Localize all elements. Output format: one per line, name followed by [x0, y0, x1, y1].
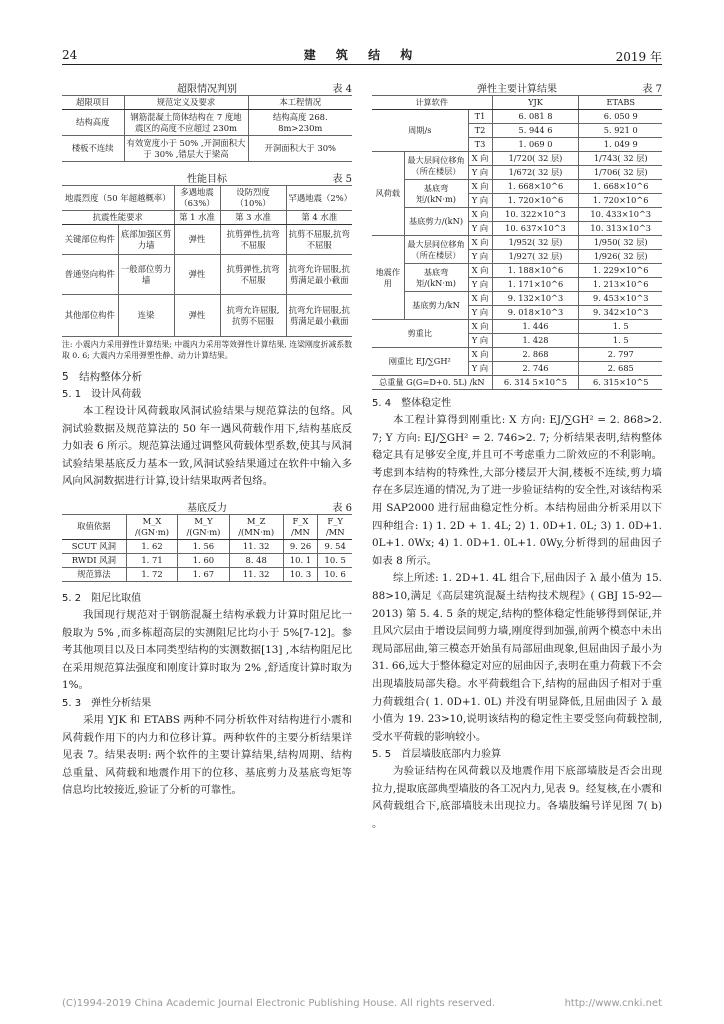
section-5-1-paragraph: 本工程设计风荷载取风洞试验结果与规范算法的包络。风洞试验数据及规范算法的 50 年一遇风荷载作用下,结构基底反力如表 6 所示。规范算法通过调整风荷载体型系数,使其与风洞试验结果基底反力基本一致,风洞试验结果通过在软件中输入多风向风洞数据进行计算,设计结果取两者包络。 — [62, 405, 352, 488]
t7-cell: 1. 5 — [579, 334, 662, 348]
section-5-4-paragraph-2: 综上所述: 1. 2D+1. 4L 组合下,屈曲因子 λ 最小值为 15. 88>10,满足《高层建筑混凝土结构技术规程》( GBJ 15-92—2013) 第 5. 4. 5 条的规定,结构的整体稳定性能够得到保证,并且风穴层由于增设层间剪力墙,刚度得到加强,前两个模态中未出现局部屈曲,第三模态开始虽有局部屈曲现象,但屈曲因子最小为 31. 66,远大于整体稳定对应的屈曲因子,表明在重力荷载下不会出现墙肢局部失稳。水平荷载组合下,结构的屈曲因子相对于重力荷载组合( 1. 0D+1. 0L) 并没有明显降低,且屈曲因子 λ 最小值为 19. 23>10,说明该结构的稳定性主要受竖向荷载控制,受水平荷载的影响较小。 — [372, 572, 662, 743]
t7-cell: 1. 720×10^6 — [492, 194, 579, 208]
t7-dir: X 向 — [468, 236, 492, 250]
t7-cell: 1. 188×10^6 — [492, 264, 579, 278]
t7-dir: X 向 — [468, 348, 492, 362]
t7-period-symbol: T2 — [468, 124, 492, 138]
t6-cell: 规范算法 — [62, 567, 126, 581]
t5-header-cell: 第 3 水准 — [220, 211, 286, 225]
t5-cell: 弹性 — [174, 225, 220, 255]
t7-dir: Y 向 — [468, 278, 492, 292]
t7-cell: 1. 720×10^6 — [579, 194, 662, 208]
t6-cell: 10. 6 — [318, 567, 352, 581]
t7-cell: 1/720( 32 层) — [492, 152, 579, 166]
t7-cell: 9. 453×10^3 — [579, 292, 662, 306]
t7-cell: 1/743( 32 层) — [579, 152, 662, 166]
t7-dir: Y 向 — [468, 250, 492, 264]
t7-period-symbol: T1 — [468, 110, 492, 124]
right-column — [372, 80, 662, 834]
t7-cell: 1/927( 32 层) — [492, 250, 579, 264]
t6-header-unit: /(GN·m) — [186, 526, 221, 537]
t7-drift-label: 最大层间位移角（所在楼层） — [404, 236, 468, 264]
t7-cell: 1/926( 32 层) — [579, 250, 662, 264]
t6-header-line: M_X — [142, 515, 162, 526]
section-5-2-paragraph: 我国现行规范对于钢筋混凝土结构承载力计算时阻尼比一般取为 5% ,而多栋超高层的实测阻尼比均小于 5%[7-12]。参考其他项目以及日本同类型结构的实测数据[13] ,本结构阻尼比在采用规范算法强度和刚度计算时取为 2% ,舒适度计算时取为 1%。 — [62, 608, 352, 692]
t5-cell: 关键部位构件 — [62, 225, 118, 255]
t7-cell: 5. 921 0 — [579, 124, 662, 138]
t7-cell: 1. 171×10^6 — [492, 278, 579, 292]
t7-shear-ratio-label: 剪重比 — [372, 320, 468, 348]
t5-cell: 抗剪不屈服,抗弯不屈服 — [286, 225, 352, 255]
t7-cell: 6. 050 9 — [579, 110, 662, 124]
t7-header-cell: 计算软件 — [372, 96, 492, 110]
t6-cell: 10. 5 — [318, 553, 352, 567]
t7-dir: X 向 — [468, 180, 492, 194]
t7-wind-label: 风荷载 — [372, 152, 404, 236]
t6-header-unit: /MN — [291, 526, 310, 537]
t7-period-symbol: T3 — [468, 138, 492, 152]
t5-header-cell: 第 4 水准 — [286, 211, 352, 225]
t7-weight-label: 总重量 G(G=D+0. 5L) /kN — [372, 376, 492, 390]
issue-year: 2019 年 — [615, 50, 662, 64]
t4-header-cell: 超限项目 — [62, 96, 124, 110]
t5-cell: 弹性 — [174, 255, 220, 295]
t7-cell: 1. 428 — [492, 334, 579, 348]
t7-cell: 1/706( 32 层) — [579, 166, 662, 180]
t6-cell: 1. 67 — [178, 567, 229, 581]
t7-period-label: 周期/s — [372, 110, 468, 152]
t5-cell: 抗剪弹性,抗弯不屈服 — [220, 225, 286, 255]
t7-cell: 2. 746 — [492, 362, 579, 376]
page-number: 24 — [62, 48, 78, 62]
t5-cell: 弹性 — [174, 295, 220, 337]
t7-cell: 10. 322×10^3 — [492, 208, 579, 222]
t6-cell: 1. 71 — [126, 553, 177, 567]
t7-dir: Y 向 — [468, 222, 492, 236]
t7-cell: 9. 018×10^3 — [492, 306, 579, 320]
t4-header-cell: 本工程情况 — [248, 96, 352, 110]
t7-cell: 2. 797 — [579, 348, 662, 362]
t6-header-cell — [283, 514, 318, 539]
t7-cell: 10. 637×10^3 — [492, 222, 579, 236]
section-5-4-paragraph-1: 本工程计算得到刚重比: X 方向: EJ/∑GH² = 2. 868>2. 7; Y 方向: EJ/∑GH² = 2. 746>2. 7; 分析结果表明,结构整体稳定具有足够安全度,并且可不考虑重力二阶效应的不利影响。考虑到本结构的特殊性,大部分楼层开大洞,楼板不连续,剪力墙存在多层连通的情况,为了进一步验证结构的安全性,对该结构采用 SAP2000 进行屈曲稳定性分析。本结构屈曲分析采用以下四种组合: 1) 1. 2D + 1. 4L; 2) 1. 0D+1. 0L; 3) 1. 0D+1. 0L+1. 0Wx; 4) 1. 0D+1. 0L+1. 0Wy,分析得到的屈曲因子如表 8 所示。 — [372, 414, 662, 567]
t5-cell: 抗剪弹性,抗弯不屈服 — [220, 255, 286, 295]
t7-cell: 5. 944 6 — [492, 124, 579, 138]
t7-cell: 6. 315×10^5 — [579, 376, 662, 390]
t6-header-unit: /(MN·m) — [238, 526, 275, 537]
section-5-4-title: 5. 4 整体稳定性 — [372, 398, 452, 409]
t6-header-cell — [229, 514, 283, 539]
t7-stiffness-label: 刚重比 EJ/∑GH² — [372, 348, 468, 376]
t7-dir: Y 向 — [468, 306, 492, 320]
t7-cell: 1. 229×10^6 — [579, 264, 662, 278]
t5-cell: 抗弯允许屈服,抗剪满足最小截面 — [286, 255, 352, 295]
t7-dir: X 向 — [468, 208, 492, 222]
t7-moment-label: 基底弯矩/(kN·m) — [404, 264, 468, 292]
t5-cell: 底部加强区剪力墙 — [118, 225, 174, 255]
t7-cell: 1. 668×10^6 — [492, 180, 579, 194]
section-5-1-title: 5. 1 设计风荷载 — [62, 389, 142, 400]
t6-header-unit: /MN — [325, 526, 345, 537]
table4 — [62, 95, 352, 162]
table5-number: 表 5 — [332, 174, 352, 185]
t7-cell: 1/952( 32 层) — [492, 236, 579, 250]
t7-cell: 2. 868 — [492, 348, 579, 362]
t5-cell: 连梁 — [118, 295, 174, 337]
t5-cell: 抗弯允许屈服,抗剪不屈服 — [220, 295, 286, 337]
t7-dir: X 向 — [468, 264, 492, 278]
t7-header-cell: ETABS — [579, 96, 662, 110]
t5-header-cell: 罕遇地震（2%） — [286, 186, 352, 211]
t7-dir: Y 向 — [468, 194, 492, 208]
t5-cell: 抗弯允许屈服,抗剪满足最小截面 — [286, 295, 352, 337]
table5-title: 性能目标 — [187, 174, 227, 185]
t5-header-cell: 第 1 水准 — [174, 211, 220, 225]
t6-cell: 9. 26 — [283, 539, 318, 553]
t6-cell: 1. 72 — [126, 567, 177, 581]
t6-cell: 10. 1 — [283, 553, 318, 567]
t4-cell: 楼板不连续 — [62, 136, 124, 162]
t6-cell: 1. 56 — [178, 539, 229, 553]
copyright-text: (C)1994-2019 China Academic Journal Electronic Publishing House. All rights reserved. — [62, 998, 495, 1009]
table4-caption — [62, 80, 352, 94]
t7-cell: 10. 433×10^3 — [579, 208, 662, 222]
table7-caption — [372, 80, 662, 94]
t7-cell: 1/950( 32 层) — [579, 236, 662, 250]
table5 — [62, 185, 352, 337]
t7-cell: 1. 213×10^6 — [579, 278, 662, 292]
t7-cell: 1. 668×10^6 — [579, 180, 662, 194]
table6-title: 基底反力 — [187, 502, 227, 514]
section-5-5-title: 5. 5 首层墙肢底部内力验算 — [372, 749, 502, 761]
t5-header-cell: 抗震性能要求 — [62, 211, 174, 225]
t7-cell: 1. 5 — [579, 320, 662, 334]
t6-header-line: F_Y — [327, 515, 343, 526]
t6-cell: RWDI 风洞 — [62, 553, 126, 567]
table7-title: 弹性主要计算结果 — [477, 84, 557, 95]
section-5-5-paragraph: 为验证结构在风荷载以及地震作用下底部墙肢是否会出现拉力,提取底部典型墙肢的各工况内力,见表 9。经复核,在小震和风荷载组合下,底部墙肢未出现拉力。各墙肢编号详见图 7( b) 。 — [372, 765, 662, 831]
t7-moment-label: 基底弯矩/(kN·m) — [404, 180, 468, 208]
left-column — [62, 80, 352, 800]
t4-cell: 结构高度 268. 8m>230m — [248, 110, 352, 136]
table5-caption — [62, 170, 352, 184]
t7-cell: 6. 314 5×10^5 — [492, 376, 579, 390]
section-5-3-paragraph: 采用 YJK 和 ETABS 两种不同分析软件对结构进行小震和风荷载作用下的内力和位移计算。两种软件的主要分析结果详见表 7。结果表明: 两个软件的主要计算结果,结构周期、结构总重量、风荷载和地震作用下的位移、基底剪力及基底弯矩等信息均比较接近,验证了分析的可靠性。 — [62, 713, 352, 797]
t4-cell: 结构高度 — [62, 110, 124, 136]
t7-cell: 2. 685 — [579, 362, 662, 376]
t7-shear-label: 基底剪力/(kN) — [404, 208, 468, 236]
t4-header-cell: 规范定义及要求 — [124, 96, 248, 110]
t7-dir: X 向 — [468, 292, 492, 306]
t6-cell: 11. 32 — [229, 539, 283, 553]
t6-header-line: M_Z — [246, 515, 266, 526]
t7-dir: Y 向 — [468, 362, 492, 376]
t6-cell: 1. 62 — [126, 539, 177, 553]
journal-title: 建 筑 结 构 — [303, 48, 421, 62]
t5-cell: 其他部位构件 — [62, 295, 118, 337]
t4-cell: 钢筋混凝土筒体结构在 7 度地震区的高度不应超过 230m — [124, 110, 248, 136]
t6-header-cell: 取值依据 — [62, 514, 126, 539]
t6-cell: 11. 32 — [229, 567, 283, 581]
t6-header-unit: /(GN·m) — [135, 526, 169, 537]
table7-number: 表 7 — [642, 84, 662, 95]
table6-caption — [62, 499, 352, 513]
t6-cell: 9. 54 — [318, 539, 352, 553]
t6-cell: 10. 3 — [283, 567, 318, 581]
table5-note: 注: 小震内力采用弹性计算结果; 中震内力采用等效弹性计算结果, 连梁刚度折减系数取 0. 6; 大震内力采用弹塑性静、动力计算结果。 — [62, 340, 352, 360]
table6-number: 表 6 — [332, 502, 352, 514]
t7-cell: 1. 069 0 — [492, 138, 579, 152]
section-5-3-title: 5. 3 弹性分析结果 — [62, 697, 152, 709]
t6-cell: 8. 48 — [229, 553, 283, 567]
t7-eq-label: 地震作用 — [372, 236, 404, 320]
t7-cell: 1. 446 — [492, 320, 579, 334]
t7-cell: 1/672( 32 层) — [492, 166, 579, 180]
t7-cell: 9. 342×10^3 — [579, 306, 662, 320]
table4-number: 表 4 — [332, 84, 352, 95]
t5-header-cell: 多遇地震（63%） — [174, 186, 220, 211]
t7-shear-label: 基底剪力/kN — [404, 292, 468, 320]
section-5-2-title: 5. 2 阻尼比取值 — [62, 592, 142, 604]
running-header — [62, 44, 662, 64]
t7-header-cell: YJK — [492, 96, 579, 110]
t6-header-line: M_Y — [194, 515, 213, 526]
table4-title: 超限情况判别 — [177, 84, 237, 95]
t6-cell: SCUT 风洞 — [62, 539, 126, 553]
t7-cell: 6. 081 8 — [492, 110, 579, 124]
section-5-title: 5 结构整体分析 — [62, 371, 143, 383]
cnki-url: http://www.cnki.net — [564, 998, 662, 1009]
t7-dir: Y 向 — [468, 166, 492, 180]
t7-dir: X 向 — [468, 320, 492, 334]
t6-header-cell — [318, 514, 352, 539]
t7-dir: X 向 — [468, 152, 492, 166]
t6-header-cell — [178, 514, 229, 539]
t5-cell: 普通竖向构件 — [62, 255, 118, 295]
t6-header-cell — [126, 514, 177, 539]
t4-cell: 开洞面积大于 30% — [248, 136, 352, 162]
t7-cell: 9. 132×10^3 — [492, 292, 579, 306]
header-rule — [62, 64, 662, 65]
t6-cell: 1. 60 — [178, 553, 229, 567]
t7-cell: 10. 313×10^3 — [579, 222, 662, 236]
t4-cell: 有效宽度小于 50% ,开洞面积大于 30% ,错层大于梁高 — [124, 136, 248, 162]
t7-cell: 1. 049 9 — [579, 138, 662, 152]
t5-header-cell: 设防烈度（10%） — [220, 186, 286, 211]
t7-dir: Y 向 — [468, 334, 492, 348]
table6 — [62, 514, 352, 582]
table7 — [372, 95, 662, 390]
t6-header-line: F_X — [292, 515, 309, 526]
t7-drift-label: 最大层间位移角（所在楼层） — [404, 152, 468, 180]
t5-cell: 一般部位剪力墙 — [118, 255, 174, 295]
t5-header-cell: 地震烈度（50 年超越概率） — [62, 186, 174, 211]
